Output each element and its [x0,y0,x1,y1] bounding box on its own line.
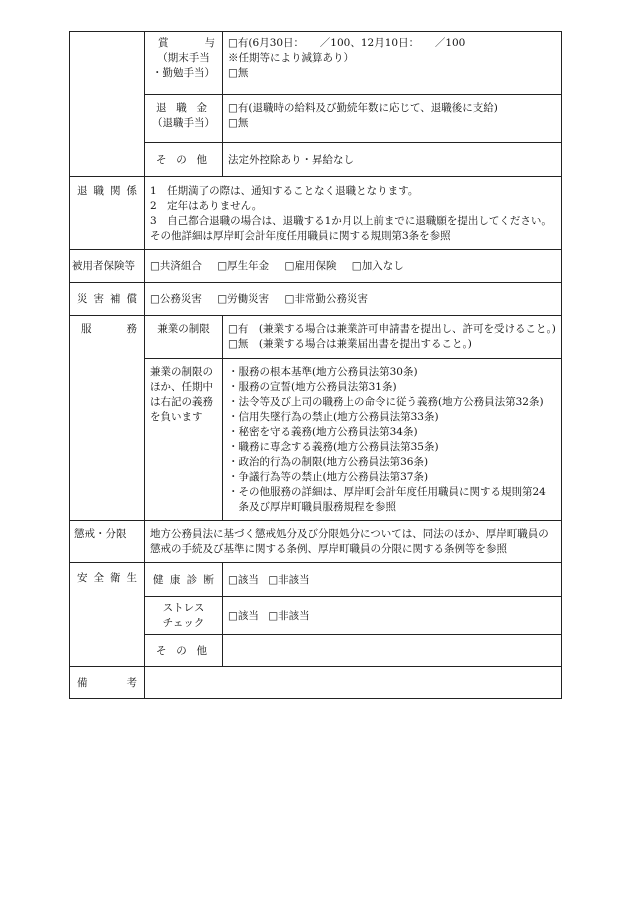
pay-section-cell [70,32,145,177]
remarks-label-char: 備 [77,676,88,689]
health-label-char: 断 [203,573,214,586]
obligations-label-cell [145,359,223,521]
obligation-item: ・政治的行為の制限(地方公務員法第36条) [228,456,429,468]
remarks-label-char: 考 [126,676,137,689]
safety-other-label-cell [145,635,223,667]
bonus-option-no: □無 [228,67,249,79]
compensation-option: □労働災害 [217,293,270,305]
obligation-item: ・服務の宣誓(地方公務員法第31条) [228,381,397,393]
side-job-option-yes: □有 (兼業する場合は兼業許可申請書を提出し、許可を受けること。) [228,323,556,335]
bonus-value-cell [223,32,562,95]
safety-other-label-char: の [176,644,187,657]
retirement-allowance-option-yes: □有(退職時の給料及び勤続年数に応じて、退職後に支給) [228,102,498,114]
retirement-item: 2 定年はありません。 [150,200,263,212]
other-pay-label-char: そ [156,153,167,166]
stress-check-value-cell [223,597,562,635]
retirement-label-char: 関 [110,185,121,197]
side-job-value-cell [223,316,562,359]
retirement-item: 1 任期満了の際は、通知することなく退職となります。 [150,185,419,197]
retirement-item: 3 自己都合退職の場合は、退職する1か月以上前までに退職願を提出してください。 [150,215,552,227]
duties-label-char: 務 [126,323,137,335]
bonus-note: ※任期等により減算あり） [228,52,354,64]
discipline-row [70,521,562,563]
retirement-allowance-option-no: □無 [228,117,249,129]
side-job-option-no: □無 (兼業する場合は兼業届出書を提出すること。) [228,338,472,350]
health-option: □非該当 [268,573,310,586]
retirement-label-char: 職 [93,185,104,197]
obligations-value-cell [223,359,562,521]
bonus-option-yes: □有(6月30日： ／100、12月10日： ／100 [228,37,466,49]
discipline-value-cell: 地方公務員法に基づく懲戒処分及び分限処分については、同法のほか、厚岸町職員の懲戒の手続及び基準に関する条例、厚岸町職員の分限に関する条例等を参照 [145,521,562,563]
safety-label-char: 衛 [110,572,121,584]
insurance-value-cell [145,250,562,283]
insurance-option: □共済組合 [150,260,202,272]
retirement-allowance-value-cell [223,95,562,143]
discipline-label-cell [70,521,145,563]
retirement-label-char: 退 [77,185,88,197]
obligation-item: ・服務の根本基準(地方公務員法第30条) [228,366,418,378]
compensation-label-cell [70,283,145,316]
compensation-label-char: 償 [126,293,137,305]
insurance-option: □厚生年金 [217,260,270,272]
insurance-label: 被用者保険等 [72,260,135,272]
bonus-sub-label: （期末手当 [157,52,210,64]
retirement-allowance-label-cell [145,95,223,143]
insurance-label-cell [70,250,145,283]
duties-label-char: 服 [81,323,92,335]
health-check-label-cell [145,563,223,597]
compensation-value-cell [145,283,562,316]
other-pay-value-cell: 法定外控除あり・昇給なし [223,143,562,177]
safety-health-row [70,563,562,597]
health-label-char: 診 [186,573,198,586]
bonus-row [70,32,562,95]
obligation-item: ・信用失墜行為の禁止(地方公務員法第33条) [228,411,439,423]
bonus-label-cell [145,32,223,95]
compensation-option: □非常勤公務災害 [284,293,368,305]
safety-other-label-char: そ [156,644,167,657]
retirement-row [70,177,562,250]
health-label-char: 康 [169,573,181,586]
health-option: □該当 [228,573,259,586]
compensation-label-char: 害 [93,293,104,305]
safety-label-char: 安 [77,572,88,584]
duties-side-job-row [70,316,562,359]
safety-label-char: 生 [126,572,137,584]
remarks-value-cell [145,667,562,699]
remarks-row [70,667,562,699]
bonus-label-char: 賞 [158,37,169,49]
obligation-item: ・職務に専念する義務(地方公務員法第35条) [228,441,439,453]
obligation-item: ・法令等及び上司の職務上の命令に従う義務(地方公務員法第32条) [228,396,544,408]
obligation-item: ・争議行為等の禁止(地方公務員法第37条) [228,471,429,483]
safety-label-char: 全 [93,572,104,584]
retirement-allowance-sub-label: （退職手当） [152,117,215,129]
compensation-label-char: 補 [110,293,121,305]
discipline-label: 懲戒・分限 [74,528,127,540]
obligation-item: ・その他服務の詳細は、厚岸町会計年度任用職員に関する規則第24条及び厚岸町職員服務規程を参照 [228,486,546,513]
side-job-label-cell: 兼業の制限 [145,316,223,359]
other-pay-label-cell [145,143,223,177]
compensation-option: □公務災害 [150,293,202,305]
other-pay-label-char: の [176,153,187,166]
insurance-row [70,250,562,283]
retirement-allowance-label-char: 金 [196,102,207,114]
retirement-label-cell [70,177,145,250]
retirement-label-char: 係 [126,185,137,197]
employment-conditions-table [69,31,562,699]
other-pay-label-char: 他 [196,153,207,166]
duties-label-cell [70,316,145,521]
safety-other-label-char: 他 [196,644,207,657]
safety-other-value-cell [223,635,562,667]
obligation-item: ・秘密を守る義務(地方公務員法第34条) [228,426,418,438]
retirement-allowance-label-char: 職 [176,102,187,114]
health-label-char: 健 [153,573,164,586]
stress-check-label-cell [145,597,223,635]
retirement-allowance-label-char: 退 [156,102,167,114]
stress-option: □該当 [228,609,259,622]
stress-option: □非該当 [268,609,310,622]
bonus-label-char: 与 [204,37,215,49]
stress-label-1: ストレス [162,602,205,614]
retirement-value-cell [145,177,562,250]
bonus-sub-label-2: ・勤勉手当） [152,67,215,79]
remarks-label-cell [70,667,145,699]
compensation-label-char: 災 [77,293,88,305]
safety-label-cell [70,563,145,667]
stress-label-2: チェック [162,617,205,629]
health-check-value-cell [223,563,562,597]
insurance-option: □雇用保険 [284,260,337,272]
compensation-row [70,283,562,316]
insurance-option: □加入なし [351,260,404,272]
retirement-note: その他詳細は厚岸町会計年度任用職員に関する規則第3条を参照 [150,230,451,242]
obligations-label: 兼業の制限のほか、任期中は右記の義務を負います [150,366,213,423]
